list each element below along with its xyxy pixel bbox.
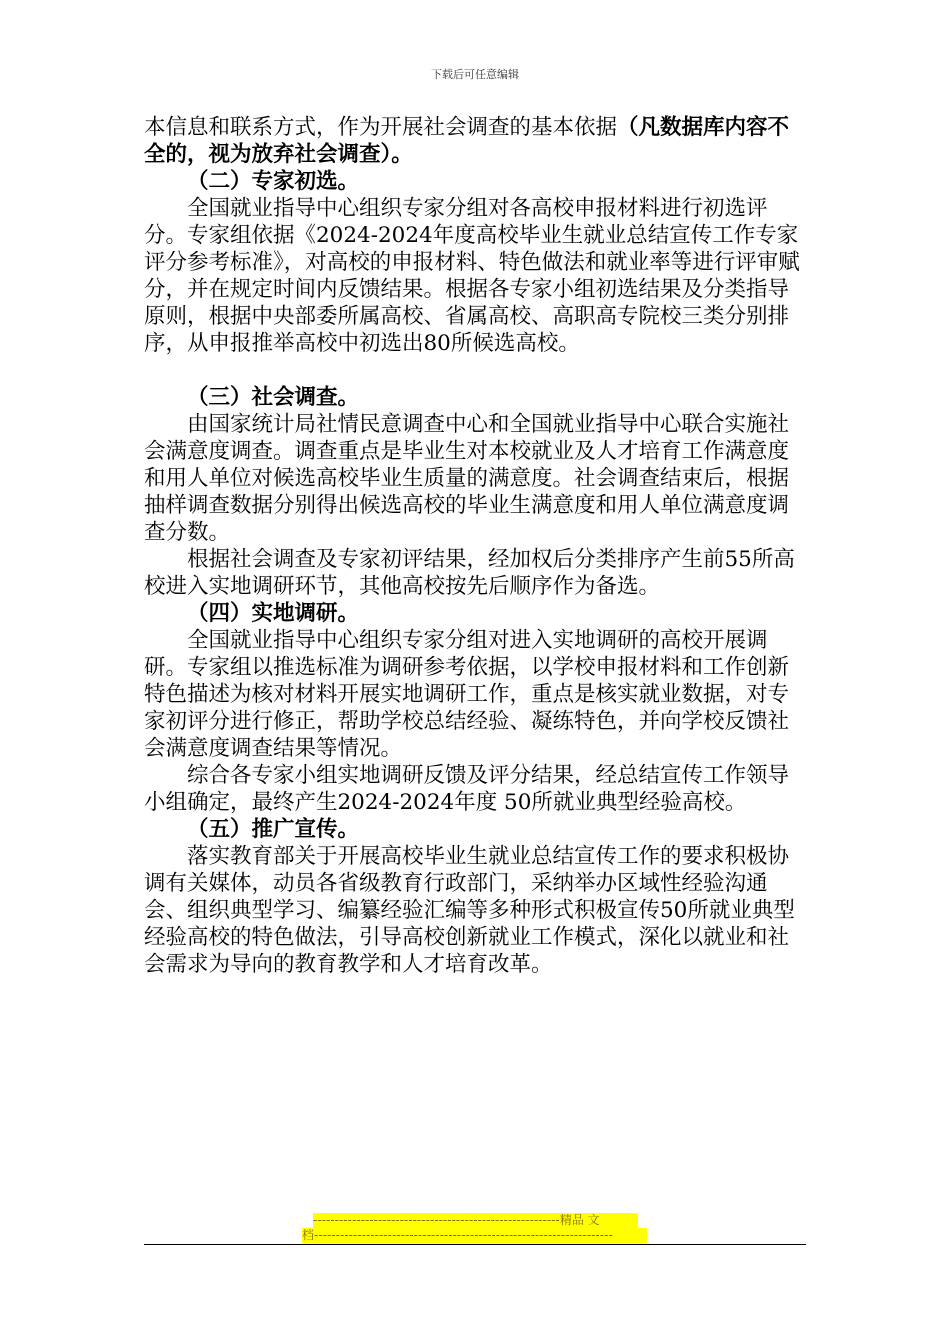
footer-watermark-line1: ---------------------------------------------------------精品 文 xyxy=(313,1213,638,1228)
section3-paragraph: 根据社会调查及专家初评结果，经加权后分类排序产生前55所高校进入实地调研环节，其他高校按先后顺序作为备选。 xyxy=(144,547,795,599)
section4-heading: （四）实地调研。 xyxy=(187,601,360,626)
section5-heading: （五）推广宣传。 xyxy=(187,817,360,842)
section4-paragraph: 全国就业指导中心组织专家分组对进入实地调研的高校开展调研。专家组以推选标准为调研参考依据，以学校申报材料和工作创新特色描述为核对材料开展实地调研工作，重点是核实就业数据，对专家初评分进行修正，帮助学校总结经验、凝练特色，并向学校反馈社会满意度调查结果等情况。 xyxy=(144,628,790,761)
footer-watermark-line2: 档--------------------------------------------------------------------- xyxy=(302,1228,647,1243)
section2-heading: （二）专家初选。 xyxy=(187,169,360,194)
blank-line xyxy=(144,357,806,384)
page-header: 下载后可任意编辑 xyxy=(431,68,519,81)
footer-divider xyxy=(144,1244,806,1245)
intro-paragraph xyxy=(144,114,806,168)
section3-heading: （三）社会调查。 xyxy=(187,385,360,410)
intro-text: 本信息和联系方式，作为开展社会调查的基本依据 xyxy=(144,115,618,140)
section5-paragraph: 落实教育部关于开展高校毕业生就业总结宣传工作的要求积极协调有关媒体，动员各省级教育行政部门，采纳举办区域性经验沟通会、组织典型学习、编纂经验汇编等多种形式积极宣传50所就业典型经验高校的特色做法，引导高校创新就业工作模式，深化以就业和社会需求为导向的教育教学和人才培育改革。 xyxy=(144,844,795,977)
document-body xyxy=(144,114,806,978)
section2-paragraph: 全国就业指导中心组织专家分组对各高校申报材料进行初选评分。专家组依据《2024-2024年度高校毕业生就业总结宣传工作专家评分参考标准》，对高校的申报材料、特色做法和就业率等进行评审赋分，并在规定时间内反馈结果。根据各专家小组初选结果及分类指导原则，根据中央部委所属高校、省属高校、高职高专院校三类分别排序，从申报推举高校中初选出80所候选高校。 xyxy=(144,196,800,356)
intro-bold-text: （凡数据库内容不全的，视为放弃社会调查）。 xyxy=(144,115,790,167)
section4-paragraph: 综合各专家小组实地调研反馈及评分结果，经总结宣传工作领导小组确定，最终产生2024-2024年度 50所就业典型经验高校。 xyxy=(144,763,790,815)
section3-paragraph: 由国家统计局社情民意调查中心和全国就业指导中心联合实施社会满意度调查。调查重点是毕业生对本校就业及人才培育工作满意度和用人单位对候选高校毕业生质量的满意度。社会调查结束后，根据抽样调查数据分别得出候选高校的毕业生满意度和用人单位满意度调查分数。 xyxy=(144,412,790,545)
